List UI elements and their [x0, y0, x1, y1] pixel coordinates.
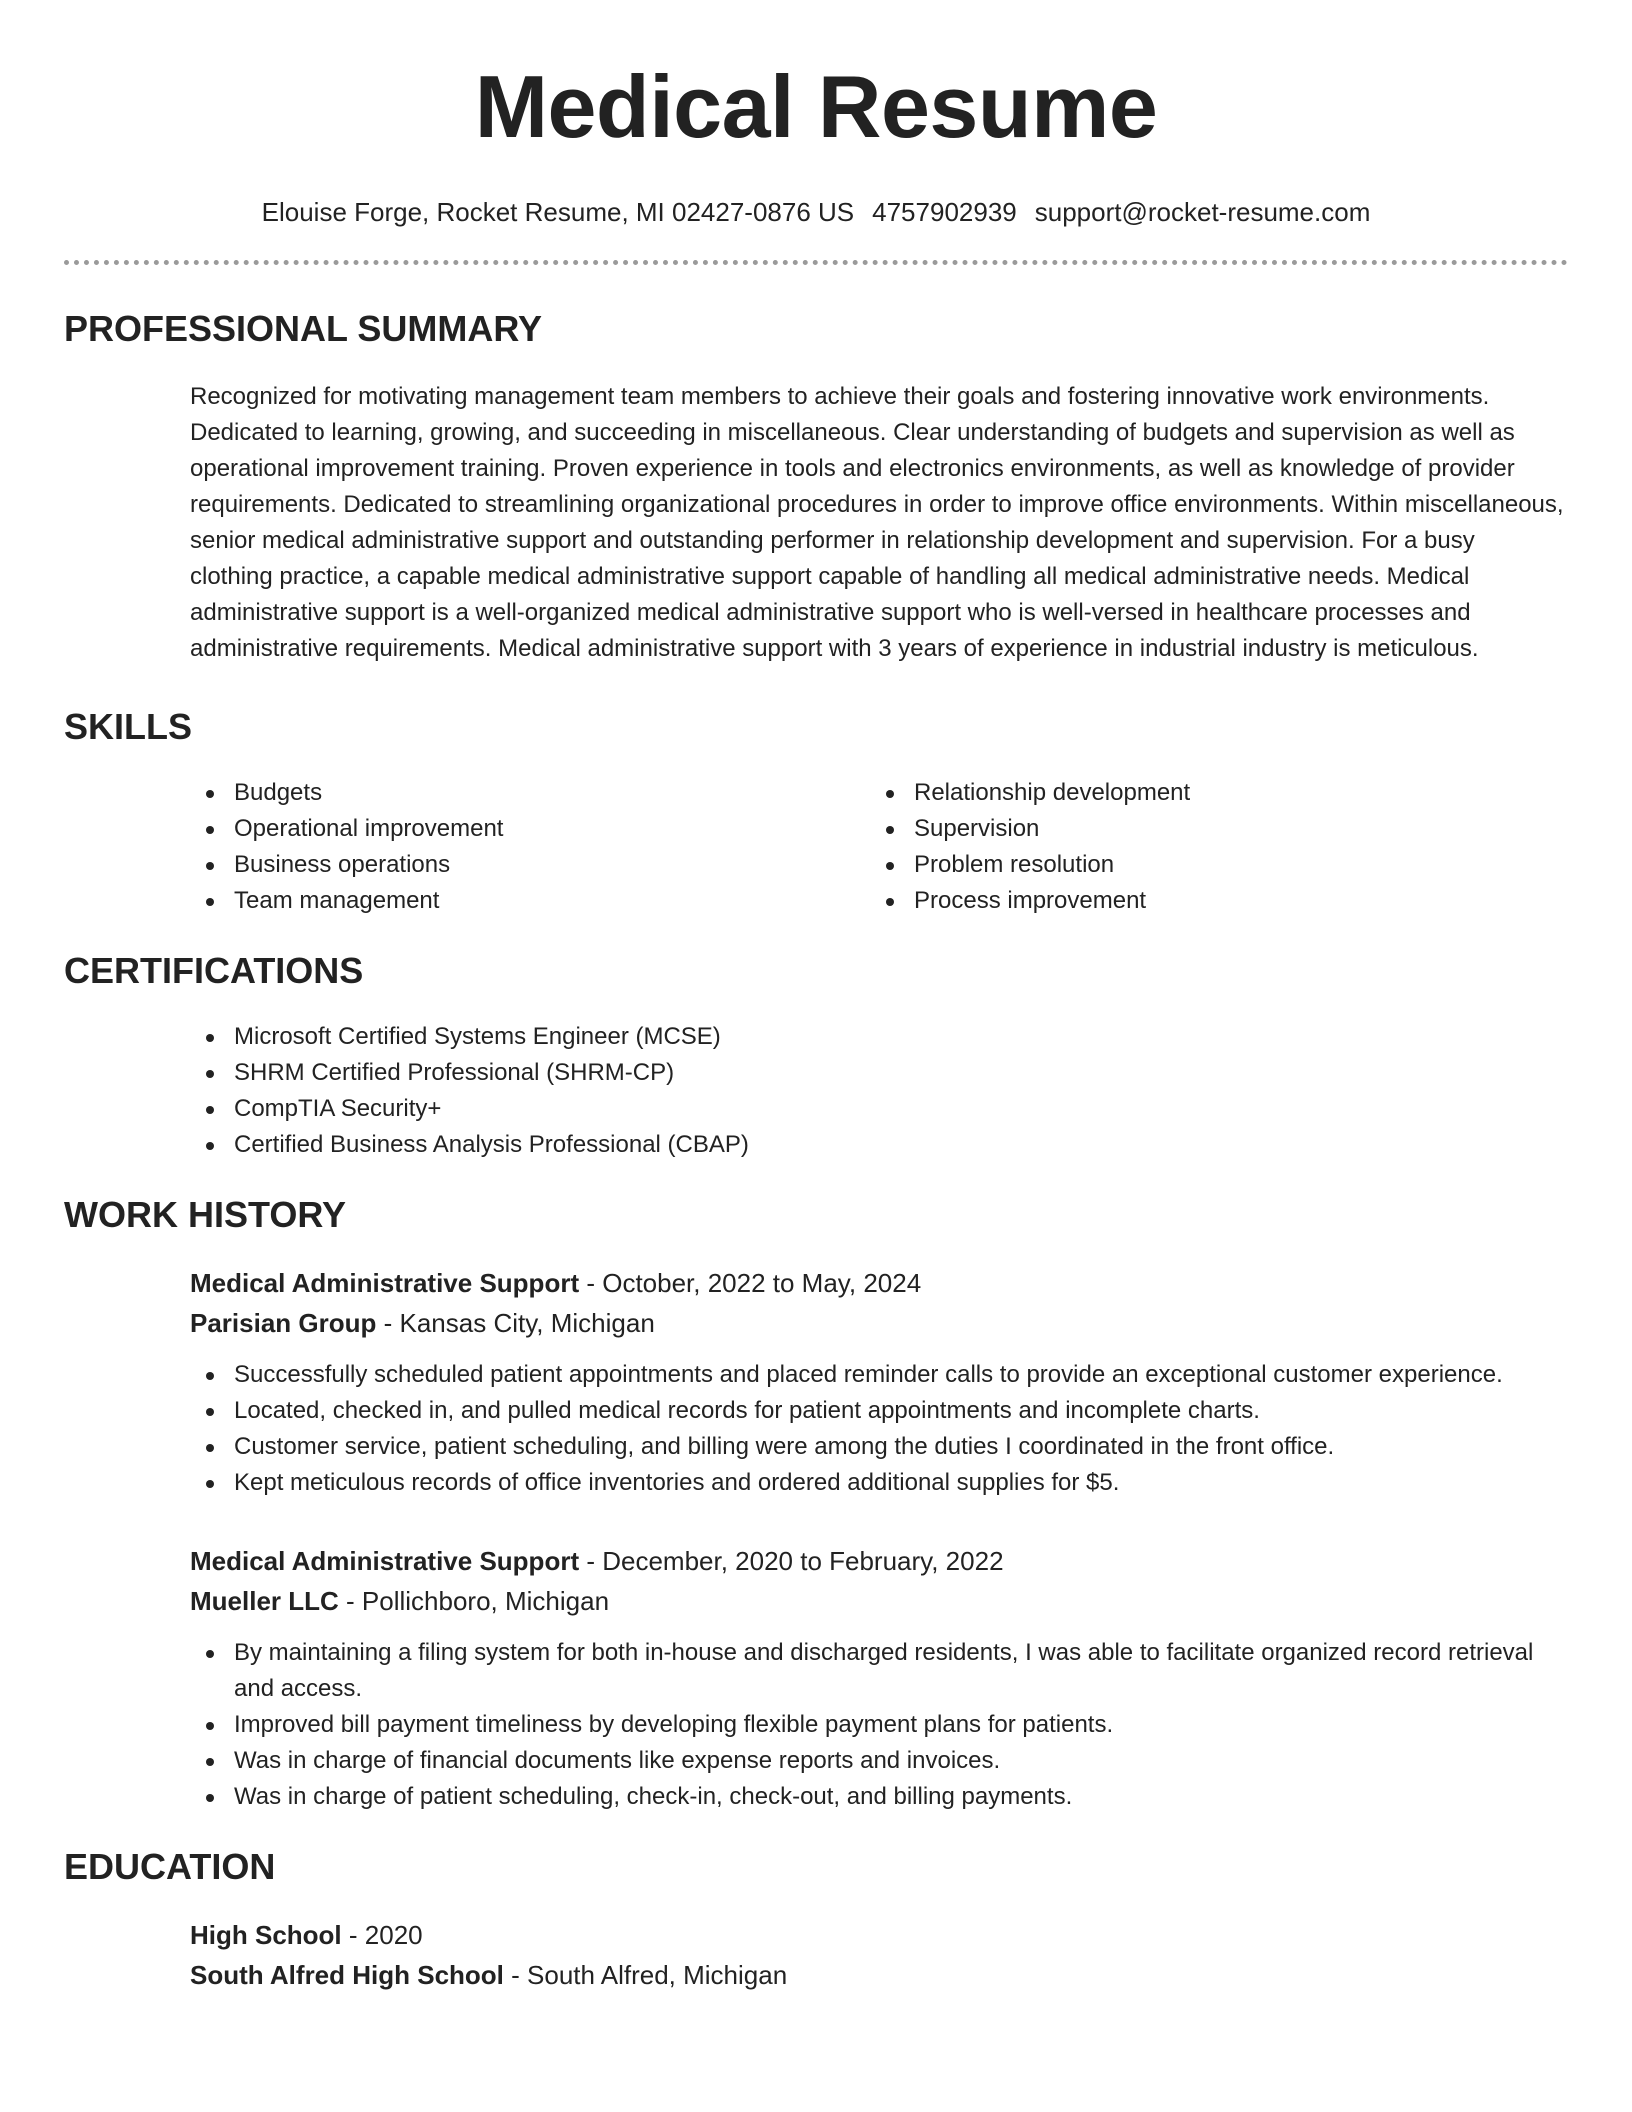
skills-list-left — [190, 775, 870, 919]
list-item: CompTIA Security+ — [190, 1091, 1564, 1127]
list-item: Team management — [190, 883, 870, 919]
contact-line — [64, 194, 1568, 230]
skills-section — [64, 705, 1568, 919]
list-item: Customer service, patient scheduling, and billing were among the duties I coordinated in the front office. — [190, 1429, 1564, 1465]
job-duties-list — [190, 1357, 1564, 1501]
list-item: Process improvement — [870, 883, 1550, 919]
job-location: - Pollichboro, Michigan — [338, 1586, 610, 1616]
summary-section — [64, 307, 1568, 667]
job-title-line — [190, 1541, 1564, 1581]
job-title: Medical Administrative Support — [190, 1268, 580, 1298]
summary-text: Recognized for motivating management team members to achieve their goals and fostering innovative work environments. Dedicated to learning, growing, and succeeding in miscellaneous. Clear understanding of budgets and supervision as well as operational improvement training. Proven experience in tools and electronics environments, as well as knowledge of provider requirements. Dedicated to streamlining organizational procedures in order to improve office environments. Within miscellaneous, senior medical administrative support and outstanding performer in relationship development and supervision. For a busy clothing practice, a capable medical administrative support capable of handling all medical administrative needs. Medical administrative support is a well-organized medical administrative support who is well-versed in healthcare processes and administrative requirements. Medical administrative support with 3 years of experience in industrial industry is meticulous. — [190, 383, 1564, 662]
certifications-section — [64, 949, 1568, 1163]
education-degree-line — [190, 1915, 1564, 1955]
list-item: Located, checked in, and pulled medical records for patient appointments and incomplete charts. — [190, 1393, 1564, 1429]
list-item: Improved bill payment timeliness by developing flexible payment plans for patients. — [190, 1707, 1564, 1743]
education-year: - 2020 — [341, 1920, 423, 1950]
education-school: South Alfred High School — [190, 1960, 504, 1990]
contact-phone: 4757902939 — [872, 197, 1017, 227]
job-title: Medical Administrative Support — [190, 1546, 580, 1576]
list-item: Was in charge of patient scheduling, check-in, check-out, and billing payments. — [190, 1779, 1564, 1815]
education-heading: EDUCATION — [64, 1846, 276, 1887]
list-item: Certified Business Analysis Professional (CBAP) — [190, 1127, 1564, 1163]
summary-heading: PROFESSIONAL SUMMARY — [64, 308, 543, 349]
skills-heading: SKILLS — [64, 706, 193, 747]
education-location: - South Alfred, Michigan — [503, 1960, 788, 1990]
skills-list-right — [870, 775, 1550, 919]
job-company: Mueller LLC — [190, 1586, 339, 1616]
job-company-line — [190, 1581, 1564, 1621]
list-item: Relationship development — [870, 775, 1550, 811]
job-title-line — [190, 1263, 1564, 1303]
list-item: Successfully scheduled patient appointments and placed reminder calls to provide an exceptional customer experience. — [190, 1357, 1564, 1393]
list-item: Kept meticulous records of office inventories and ordered additional supplies for $5. — [190, 1465, 1564, 1501]
job-entry — [190, 1541, 1564, 1815]
skills-grid — [190, 775, 1564, 919]
education-section — [64, 1845, 1568, 1995]
education-degree: High School — [190, 1920, 342, 1950]
list-item: Microsoft Certified Systems Engineer (MCSE) — [190, 1019, 1564, 1055]
job-company-line — [190, 1303, 1564, 1343]
job-dates: - October, 2022 to May, 2024 — [579, 1268, 922, 1298]
list-item: Problem resolution — [870, 847, 1550, 883]
certifications-list — [190, 1019, 1564, 1163]
work-history-section — [64, 1193, 1568, 1815]
education-entry — [190, 1915, 1564, 1995]
work-history-heading: WORK HISTORY — [64, 1194, 347, 1235]
job-dates: - December, 2020 to February, 2022 — [579, 1546, 1004, 1576]
list-item: Supervision — [870, 811, 1550, 847]
certifications-heading: CERTIFICATIONS — [64, 950, 364, 991]
header-divider — [64, 260, 1568, 265]
list-item: SHRM Certified Professional (SHRM-CP) — [190, 1055, 1564, 1091]
list-item: Budgets — [190, 775, 870, 811]
list-item: Was in charge of financial documents like expense reports and invoices. — [190, 1743, 1564, 1779]
list-item: Operational improvement — [190, 811, 870, 847]
list-item: By maintaining a filing system for both in-house and discharged residents, I was able to facilitate organized record retrieval and access. — [190, 1635, 1564, 1707]
job-company: Parisian Group — [190, 1308, 377, 1338]
contact-address: Elouise Forge, Rocket Resume, MI 02427-0876 US — [261, 197, 855, 227]
resume-title: Medical Resume — [474, 57, 1158, 156]
job-entry — [190, 1263, 1564, 1501]
list-item: Business operations — [190, 847, 870, 883]
job-location: - Kansas City, Michigan — [376, 1308, 655, 1338]
contact-email: support@rocket-resume.com — [1034, 197, 1371, 227]
job-duties-list — [190, 1635, 1564, 1815]
education-school-line — [190, 1955, 1564, 1995]
